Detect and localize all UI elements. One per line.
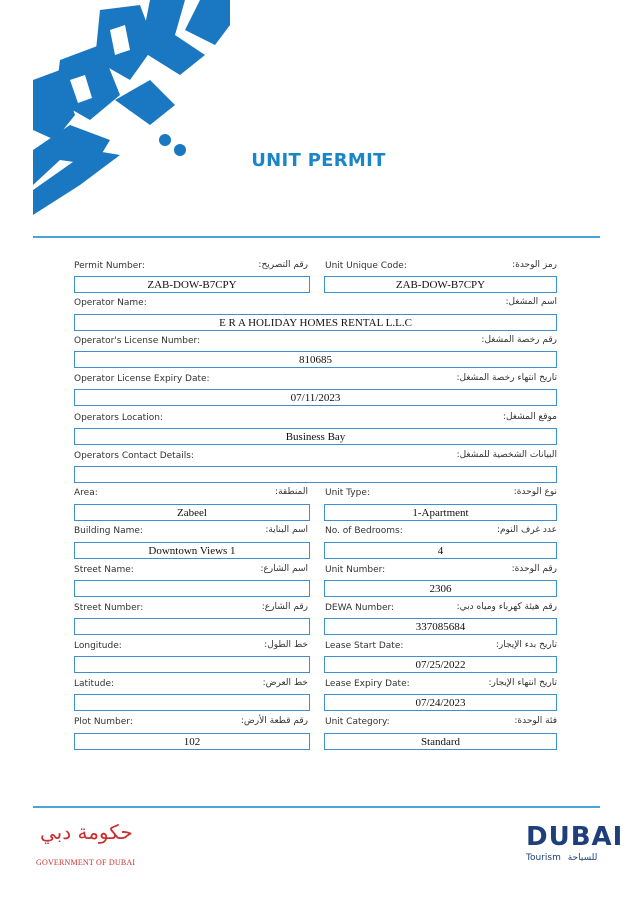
footer-divider [33, 806, 600, 808]
unit-unique-code-label: Unit Unique Code: [325, 261, 407, 271]
lease-start-label-ar: تاريخ بدء الإيجار: [495, 640, 557, 650]
dubai-tourism-logo: DUBAI [526, 822, 624, 852]
lease-start-field: 07/25/2022 [324, 656, 557, 673]
tourism-en: Tourism [526, 853, 561, 863]
government-of-dubai-logo-text: GOVERNMENT OF DUBAI [36, 858, 136, 867]
operator-license-expiry-label-ar: تاريخ انتهاء رخصة المشغل: [456, 373, 557, 383]
operator-license-expiry-field: 07/11/2023 [74, 389, 557, 406]
unit-type-label: Unit Type: [325, 488, 370, 498]
dewa-number-label-ar: رقم هيئة كهرباء ومياه دبي: [456, 602, 557, 612]
unit-number-field: 2306 [324, 580, 557, 597]
plot-number-label: Plot Number: [74, 717, 133, 727]
bedrooms-label: No. of Bedrooms: [325, 526, 403, 536]
lease-start-label: Lease Start Date: [325, 641, 404, 651]
dubai-tourism-subtitle [526, 853, 597, 863]
area-label-ar: المنطقة: [275, 487, 308, 497]
unit-type-label-ar: نوع الوحدة: [513, 487, 557, 497]
operators-location-label-ar: موقع المشغل: [502, 412, 557, 422]
page-title: UNIT PERMIT [251, 150, 386, 171]
operators-contact-label: Operators Contact Details: [74, 451, 194, 461]
unit-category-label: Unit Category: [325, 717, 390, 727]
operators-contact-label-ar: البيانات الشخصية للمشغل: [456, 450, 557, 460]
operators-location-label: Operators Location: [74, 413, 163, 423]
street-name-label: Street Name: [74, 565, 134, 575]
dewa-number-label: DEWA Number: [325, 603, 395, 613]
building-name-label-ar: اسم البناية: [265, 525, 308, 535]
permit-number-field: ZAB-DOW-B7CPY [74, 276, 310, 293]
street-name-field [74, 580, 310, 597]
unit-category-label-ar: فئة الوحدة: [514, 716, 557, 726]
latitude-field [74, 694, 310, 711]
building-name-field: Downtown Views 1 [74, 542, 310, 559]
unit-unique-code-field: ZAB-DOW-B7CPY [324, 276, 557, 293]
operators-location-field: Business Bay [74, 428, 557, 445]
government-of-dubai-logo-arabic: حكومة دبي [40, 820, 133, 844]
operator-license-number-label: Operator's License Number: [74, 336, 201, 346]
permit-number-label: Permit Number: [74, 261, 145, 271]
plot-number-label-ar: رقم قطعة الأرض: [240, 716, 308, 726]
operator-name-label-ar: اسم المشغل: [505, 297, 557, 307]
unit-number-label: Unit Number: [325, 565, 386, 575]
lease-expiry-label: Lease Expiry Date: [325, 679, 410, 689]
street-number-label-ar: رقم الشارع: [261, 602, 308, 612]
operators-contact-field [74, 466, 557, 483]
street-name-label-ar: اسم الشارع: [260, 564, 308, 574]
lease-expiry-label-ar: تاريخ انتهاء الإيجار: [488, 678, 557, 688]
unit-unique-code-label-ar: رمز الوحدة: [512, 260, 557, 270]
dewa-number-field: 337085684 [324, 618, 557, 635]
unit-number-label-ar: رقم الوحدة: [511, 564, 557, 574]
operator-license-expiry-label: Operator License Expiry Date: [74, 374, 210, 384]
area-label: Area: [74, 488, 98, 498]
bedrooms-label-ar: عدد غرف النوم: [496, 525, 557, 535]
latitude-label-ar: خط العرض: [262, 678, 308, 688]
area-field: Zabeel [74, 504, 310, 521]
operator-name-label: Operator Name: [74, 298, 147, 308]
longitude-label: Longitude: [74, 641, 122, 651]
permit-number-label-ar: رقم التصريح: [258, 260, 308, 270]
unit-type-field: 1-Apartment [324, 504, 557, 521]
longitude-field [74, 656, 310, 673]
lease-expiry-field: 07/24/2023 [324, 694, 557, 711]
operator-license-number-label-ar: رقم رخصة المشغل: [481, 335, 557, 345]
plot-number-field: 102 [74, 733, 310, 750]
operator-name-field: E R A HOLIDAY HOMES RENTAL L.L.C [74, 314, 557, 331]
street-number-field [74, 618, 310, 635]
tourism-ar: للسياحة [567, 853, 598, 863]
operator-license-number-field: 810685 [74, 351, 557, 368]
building-name-label: Building Name: [74, 526, 143, 536]
latitude-label: Latitude: [74, 679, 115, 689]
street-number-label: Street Number: [74, 603, 144, 613]
unit-category-field: Standard [324, 733, 557, 750]
longitude-label-ar: خط الطول: [264, 640, 308, 650]
bedrooms-field: 4 [324, 542, 557, 559]
